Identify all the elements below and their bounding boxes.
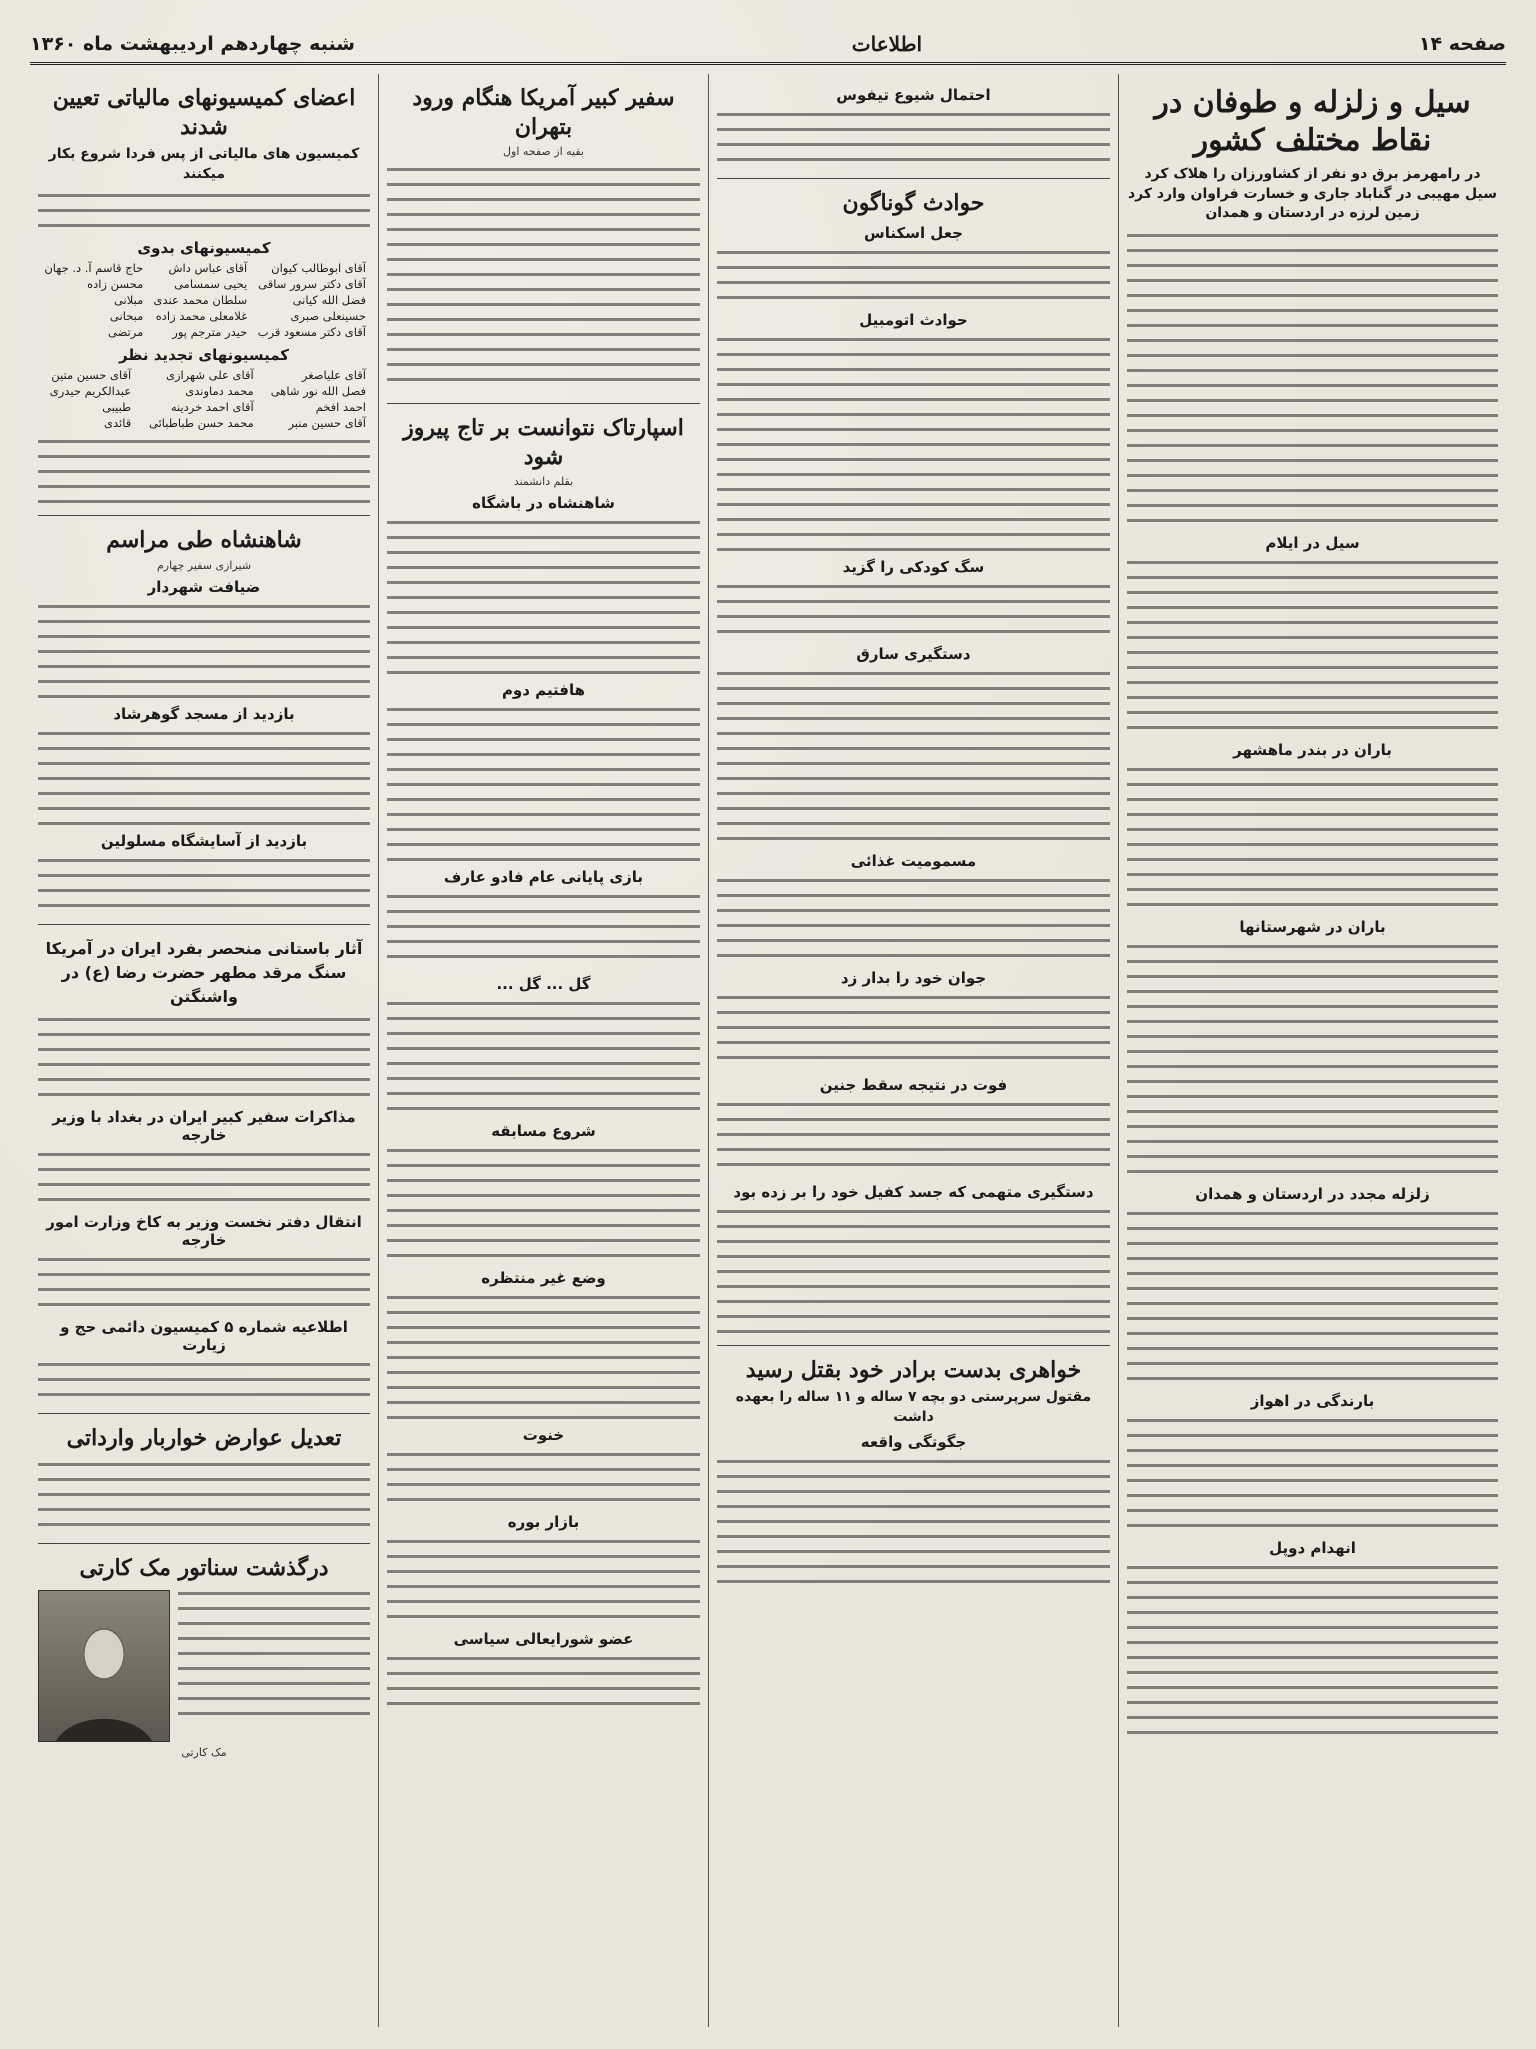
sport-section-6: وضع غیر منتظره: [481, 1269, 606, 1288]
sport-section-7: خنوت: [522, 1426, 565, 1445]
name-cell: فصل الله نور شاهی: [270, 384, 366, 399]
murder-body: [717, 1454, 1110, 1594]
article-relics: [38, 925, 370, 1414]
incidents-section-5: مسمومیت غذائی: [850, 851, 977, 870]
shah-body-2: [38, 726, 370, 826]
ambassador-continued: بقیه از صفحه اول: [503, 145, 584, 159]
name-cell: محسن زاده: [87, 277, 144, 292]
sport-body-3: [387, 889, 700, 969]
customs-headline: تعدیل عوارض خواربار وارداتی: [66, 1424, 342, 1451]
sport-body-2: [387, 702, 700, 862]
name-cell: قائدی: [103, 416, 132, 431]
article-sport: [387, 404, 700, 1722]
incidents-body-5: [717, 873, 1110, 963]
floods-section-5: بارندگی در اهواز: [1250, 1391, 1375, 1410]
page-number: صفحه ۱۴: [1418, 33, 1506, 55]
murder-section: جگوتگی واقعه: [860, 1433, 967, 1452]
column-sports: [378, 74, 708, 2027]
name-cell: طبیبی: [102, 400, 132, 415]
sport-section-5: شروع مسابقه: [491, 1122, 596, 1141]
murder-subhead: مقتول سرپرستی دو بچه ۷ ساله و ۱۱ ساله را بعهده داشت: [735, 1389, 1092, 1425]
mccarthy-headline: درگذشت سناتور مک کارتی: [79, 1554, 329, 1581]
hajj-headline: اطلاعیه شماره ۵ کمیسیون دائمی حج و زیارت: [60, 1317, 348, 1354]
pm-office-body: [38, 1252, 370, 1312]
shah-body-1: [38, 599, 370, 699]
name-cell: حسینعلی صبری: [290, 309, 366, 324]
floods-section-2: باران در بندر ماهشهر: [1233, 740, 1392, 759]
name-cell: حاج قاسم آ. د. جهان: [44, 261, 144, 276]
sport-byline: بقلم دانشمند: [513, 475, 574, 489]
table-row: [38, 383, 370, 399]
incidents-section-3: سگ کودکی را گزید: [842, 557, 985, 576]
sport-body-4: [387, 996, 700, 1116]
sport-body-1: [387, 515, 700, 675]
name-cell: فضل الله کیانی: [292, 293, 366, 308]
name-cell: آقای علی شهرازی: [165, 368, 254, 383]
masthead: [30, 26, 1506, 65]
name-cell: احمد افخم: [315, 400, 366, 415]
name-cell: عبدالکریم حیدری: [49, 384, 132, 399]
sport-section-3: بازی پایانی عام فادو عارف: [443, 868, 644, 887]
incidents-body-6: [717, 990, 1110, 1070]
floods-section-6: انهدام دوپل: [1269, 1538, 1356, 1557]
shah-body-3: [38, 853, 370, 913]
sport-section-4: گل ... گل ...: [496, 975, 591, 994]
article-floods: [1127, 74, 1498, 1751]
floods-body-5: [1127, 1206, 1498, 1386]
floods-section-3: باران در شهرستانها: [1239, 917, 1386, 936]
shah-section-2: بازدید از مسجد گوهرشاد: [113, 704, 295, 723]
tax-table2: [38, 367, 370, 431]
incidents-headline: حوادث گوناگون: [842, 190, 985, 216]
column-tax: [30, 74, 378, 2027]
name-cell: آقای حسین متین: [51, 368, 132, 383]
sport-body-5: [387, 1143, 700, 1263]
sport-section-9: عضو شورایعالی سیاسی: [453, 1630, 634, 1649]
shah-headline: شاهنشاه طی مراسم: [106, 527, 302, 554]
floods-body-4: [1127, 939, 1498, 1179]
name-cell: آقای احمد خردینه: [170, 400, 254, 415]
incidents-body-1: [717, 245, 1110, 305]
sport-section-1: شاهنشاه در باشگاه: [472, 494, 615, 513]
tax-table1: [38, 260, 370, 340]
table-row: [38, 260, 370, 276]
article-murder: [717, 1346, 1110, 1606]
incidents-body-8: [717, 1204, 1110, 1334]
ambassador-body: [387, 162, 700, 392]
incidents-section-8: دستگیری متهمی که جسد کفیل خود را بر زده بود: [733, 1182, 1094, 1201]
incidents-body-7: [717, 1097, 1110, 1177]
typhus-body: [717, 107, 1110, 167]
incidents-section-7: فوت در نتیجه سقط جنین: [819, 1075, 1008, 1094]
columns: [30, 74, 1506, 2027]
floods-section-4: زلزله مجدد در اردستان و همدان: [1195, 1184, 1430, 1203]
floods-body-2: [1127, 555, 1498, 735]
name-cell: محمد حسن طباطبائی: [148, 416, 254, 431]
name-cell: آقای عباس داش: [168, 261, 248, 276]
article-mccarthy: [38, 1544, 370, 1772]
article-typhus: [717, 74, 1110, 179]
sport-body-6: [387, 1290, 700, 1420]
floods-section-1: سیل در ایلام: [1265, 533, 1360, 552]
tax-table2-title: کمیسیونهای تجدید نظر: [118, 346, 290, 365]
relics-body: [38, 1012, 370, 1102]
relics-headline: آثار باستانی منحصر بفرد ایران در آمریکا سنگ مرقد مطهر حضرت رضا (ع) در واشنگتن: [45, 938, 363, 1006]
mccarthy-caption: مک کارتی: [181, 1746, 227, 1760]
sport-section-2: هافتیم دوم: [501, 681, 586, 700]
baghdad-body: [38, 1147, 370, 1207]
shah-section-1: ضیافت شهردار: [147, 577, 261, 596]
sport-body-9: [387, 1651, 700, 1711]
incidents-body-4: [717, 666, 1110, 846]
name-cell: محمد دماوندی: [185, 384, 254, 399]
issue-date: شنبه چهاردهم اردیبهشت ماه ۱۳۶۰: [30, 33, 355, 55]
tax-intro: [38, 188, 370, 233]
table-row: [38, 367, 370, 383]
customs-body: [38, 1457, 370, 1532]
name-cell: حیدر مترجم پور: [172, 325, 248, 340]
table-row: [38, 276, 370, 292]
article-shah: [38, 516, 370, 925]
tax-subhead: کمیسیون های مالیاتی از پس فردا شروع بکار میکنند: [48, 146, 360, 182]
floods-body: [1127, 228, 1498, 528]
floods-headline: سیل و زلزله و طوفان در نقاط مختلف کشور: [1154, 85, 1471, 158]
name-cell: یحیی سمسامی: [174, 277, 248, 292]
floods-body-6: [1127, 1413, 1498, 1533]
sport-headline: اسپارتاک نتوانست بر تاج پیروز شود: [403, 415, 684, 470]
incidents-section-2: حوادث اتومبیل: [859, 310, 968, 329]
name-cell: آقای دکتر سرور ساقی: [258, 277, 366, 292]
shah-section-3: بازدید از آسایشگاه مسلولین: [100, 831, 308, 850]
sport-body-8: [387, 1534, 700, 1624]
ambassador-headline: سفیر کبیر آمریکا هنگام ورود بتهران: [412, 85, 675, 140]
sport-section-8: بازار بوره: [507, 1513, 580, 1532]
column-floods: [1118, 74, 1506, 2027]
name-cell: غلامعلی محمد زاده: [155, 309, 248, 324]
paper-name: اطلاعات: [851, 32, 923, 56]
hajj-body: [38, 1357, 370, 1402]
table-row: [38, 415, 370, 431]
column-incidents: [708, 74, 1118, 2027]
mccarthy-photo: [38, 1590, 170, 1742]
incidents-section-6: جوان خود را بدار زد: [840, 968, 987, 987]
name-cell: سلطان محمد عندی: [153, 293, 248, 308]
incidents-section-1: جعل اسکناس: [864, 223, 963, 242]
floods-body-7: [1127, 1560, 1498, 1740]
floods-subhead: در رامهرمز برق دو نفر از کشاورزان را هلاک کرد سیل مهیبی در گناباد جاری و خسارت فراوان وارد کرد زمین لرزه در اردستان و همدان: [1128, 166, 1497, 222]
table-row: [38, 399, 370, 415]
murder-headline: خواهری بدست برادر خود بقتل رسید: [745, 1356, 1082, 1383]
typhus-title: احتمال شیوع تیفوس: [836, 86, 991, 104]
table-row: [38, 292, 370, 308]
name-cell: آقای ابوطالب کیوان: [271, 261, 366, 276]
name-cell: مبحانی: [109, 309, 144, 324]
incidents-section-4: دستگیری سارق: [856, 644, 971, 663]
article-ambassador: [387, 74, 700, 404]
name-cell: مرتضی: [107, 325, 144, 340]
tax-body: [38, 434, 370, 504]
pm-office-headline: انتقال دفتر نخست وزیر به کاخ وزارت امور خارجه: [46, 1212, 362, 1249]
name-cell: آقای حسین منبر: [288, 416, 366, 431]
table-row: [38, 324, 370, 340]
table-row: [38, 308, 370, 324]
tax-headline: اعضای کمیسیونهای مالیاتی تعیین شدند: [52, 85, 356, 140]
incidents-body-2: [717, 332, 1110, 552]
baghdad-headline: مذاکرات سفیر کبیر ایران در بغداد با وزیر خارجه: [52, 1107, 356, 1144]
article-customs: [38, 1414, 370, 1544]
article-incidents: [717, 179, 1110, 1346]
tax-table1-title: کمیسیونهای بدوی: [137, 239, 271, 258]
article-tax: [38, 74, 370, 516]
name-cell: آقای علیاصغر: [301, 368, 366, 383]
name-cell: مبلانی: [113, 293, 144, 308]
name-cell: آقای دکتر مسعود قرب: [257, 325, 366, 340]
incidents-body-3: [717, 579, 1110, 639]
floods-body-3: [1127, 762, 1498, 912]
sport-body-7: [387, 1447, 700, 1507]
shah-byline: شیرازی سفیر چهارم: [156, 558, 252, 572]
mccarthy-body: [178, 1586, 370, 1726]
